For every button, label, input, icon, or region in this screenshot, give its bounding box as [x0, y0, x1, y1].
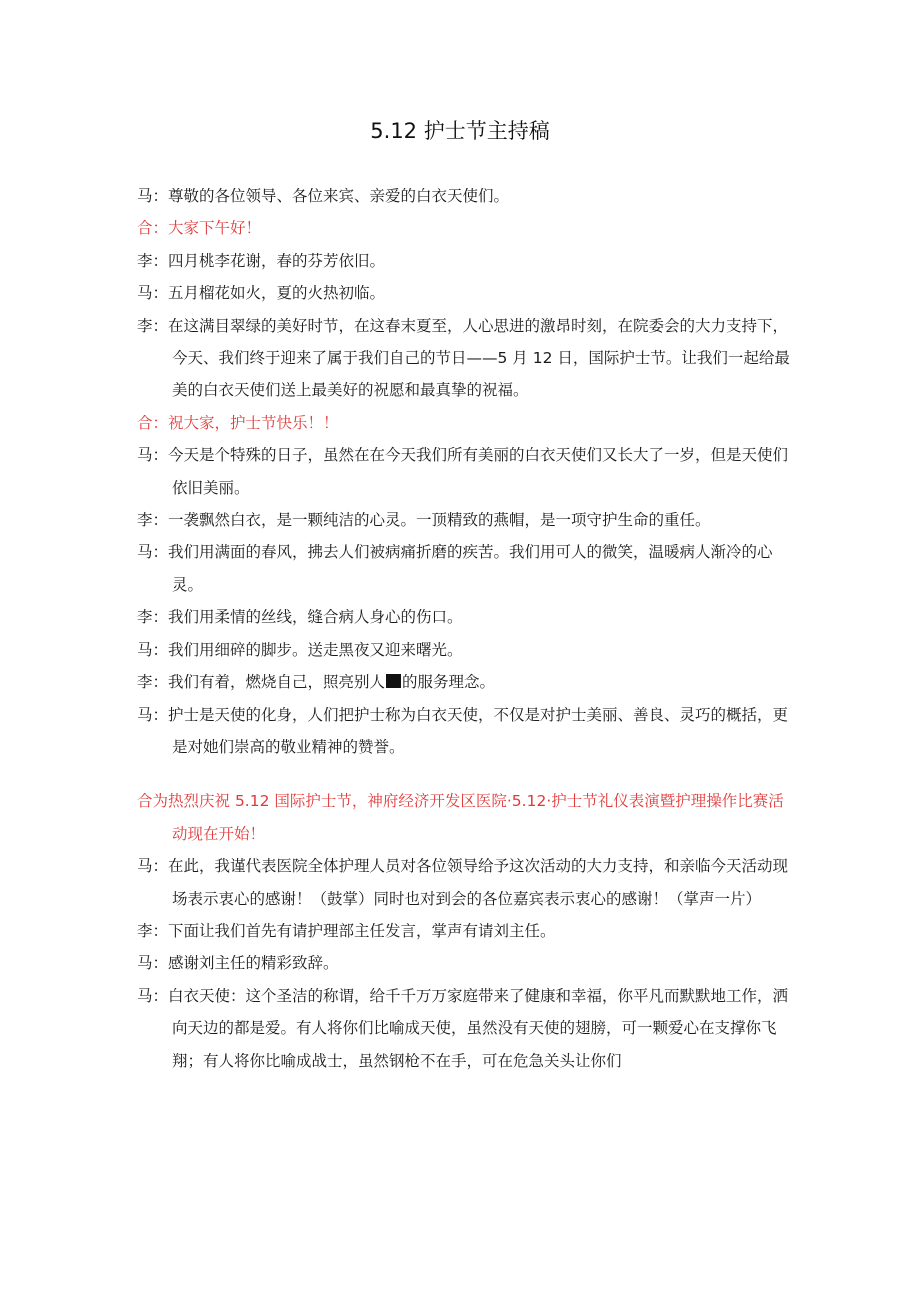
paragraph-text: 在这满目翠绿的美好时节，在这春末夏至，人心思进的激昂时刻，在院委会的大力支持下，今天、我们终于迎来了属于我们自己的节日——5 月 12 日，国际护士节。让我们一起给最美的白衣天使们送上最美好的祝愿和最真挚的祝福。 — [168, 316, 790, 400]
speaker-label: 李： — [137, 316, 169, 335]
paragraph-text: 热烈庆祝 5.12 国际护士节，神府经济开发区医院·5.12·护士节礼仪表演暨护理操作比赛活动现在开始！ — [168, 792, 784, 843]
paragraph-6 — [137, 407, 797, 439]
paragraph-text: 五月榴花如火，夏的火热初临。 — [168, 284, 386, 303]
paragraph-2 — [137, 212, 797, 244]
paragraph-17 — [137, 947, 797, 979]
paragraph-9 — [137, 536, 797, 601]
speaker-label: 马： — [137, 986, 169, 1005]
paragraph-8 — [137, 504, 797, 536]
paragraph-18 — [137, 980, 797, 1077]
speaker-label: 李： — [137, 673, 169, 692]
paragraph-text: 我们用柔情的丝线，缝合病人身心的伤口。 — [168, 608, 463, 627]
paragraph-text: 感谢刘主任的精彩致辞。 — [168, 954, 339, 973]
paragraph-text: 一袭飘然白衣，是一颗纯洁的心灵。一顶精致的燕帽，是一项守护生命的重任。 — [168, 511, 711, 530]
paragraph-16 — [137, 915, 797, 947]
paragraph-7 — [137, 439, 797, 504]
paragraph-5 — [137, 310, 797, 407]
paragraph-15 — [137, 850, 797, 915]
speaker-label: 合： — [137, 413, 169, 432]
speaker-label: 马： — [137, 954, 169, 973]
paragraph-4 — [137, 277, 797, 309]
speaker-label: 马： — [137, 187, 169, 205]
paragraph-text-after: 的服务理念。 — [402, 673, 496, 692]
paragraph-text: 四月桃李花谢，春的芬芳依旧。 — [168, 251, 386, 270]
paragraph-12 — [137, 666, 797, 698]
paragraph-11 — [137, 634, 797, 666]
paragraph-text: 护士是天使的化身，人们把护士称为白衣天使，不仅是对护士美丽、善良、灵巧的概括，更是对她们崇高的敬业精神的赞誉。 — [168, 705, 789, 756]
paragraph-10 — [137, 601, 797, 633]
speaker-label: 马： — [137, 284, 169, 303]
document-body — [137, 180, 797, 1077]
paragraph-text: 今天是个特殊的日子，虽然在在今天我们所有美丽的白衣天使们又长大了一岁，但是天使们依旧美丽。 — [168, 446, 789, 497]
paragraph-3 — [137, 245, 797, 277]
speaker-label: 马： — [137, 857, 169, 876]
speaker-label: 合为 — [137, 792, 169, 811]
paragraph-14 — [137, 785, 797, 850]
paragraph-text: 下面让我们首先有请护理部主任发言，掌声有请刘主任。 — [168, 921, 556, 940]
speaker-label: 马： — [137, 640, 169, 659]
speaker-label: 李： — [137, 251, 169, 270]
redacted-block-icon — [386, 674, 401, 688]
paragraph-text: 尊敬的各位领导、各位来宾、亲爱的白衣天使们。 — [168, 187, 510, 205]
speaker-label: 李： — [137, 511, 169, 530]
paragraph-1 — [137, 180, 797, 212]
speaker-label: 合： — [137, 219, 169, 238]
speaker-label: 李： — [137, 608, 169, 627]
section-gap — [137, 763, 797, 785]
paragraph-text: 我们用满面的春风，拂去人们被病痛折磨的疾苦。我们用可人的微笑，温暖病人渐冷的心灵。 — [168, 543, 773, 594]
paragraph-13 — [137, 699, 797, 764]
paragraph-text-before: 我们有着，燃烧自己，照亮别人 — [168, 673, 386, 692]
speaker-label: 马： — [137, 543, 169, 562]
paragraph-text: 祝大家，护士节快乐！！ — [168, 413, 339, 432]
speaker-label: 马： — [137, 446, 169, 465]
paragraph-text: 白衣天使：这个圣洁的称谓，给千千万万家庭带来了健康和幸福，你平凡而默默地工作，洒向天边的都是爱。有人将你们比喻成天使，虽然没有天使的翅膀，可一颗爱心在支撑你飞翔；有人将你比喻成战士，虽然钢枪不在手，可在危急关头让你们 — [168, 986, 789, 1070]
paragraph-text: 在此，我谨代表医院全体护理人员对各位领导给予这次活动的大力支持，和亲临今天活动现场表示衷心的感谢！（鼓掌）同时也对到会的各位嘉宾表示衷心的感谢！（掌声一片） — [168, 857, 789, 908]
speaker-label: 李： — [137, 921, 169, 940]
paragraph-text: 大家下午好！ — [168, 219, 262, 238]
speaker-label: 马： — [137, 705, 169, 724]
page-title: 5.12 护士节主持稿 — [370, 119, 550, 143]
paragraph-text: 我们用细碎的脚步。送走黑夜又迎来曙光。 — [168, 640, 463, 659]
